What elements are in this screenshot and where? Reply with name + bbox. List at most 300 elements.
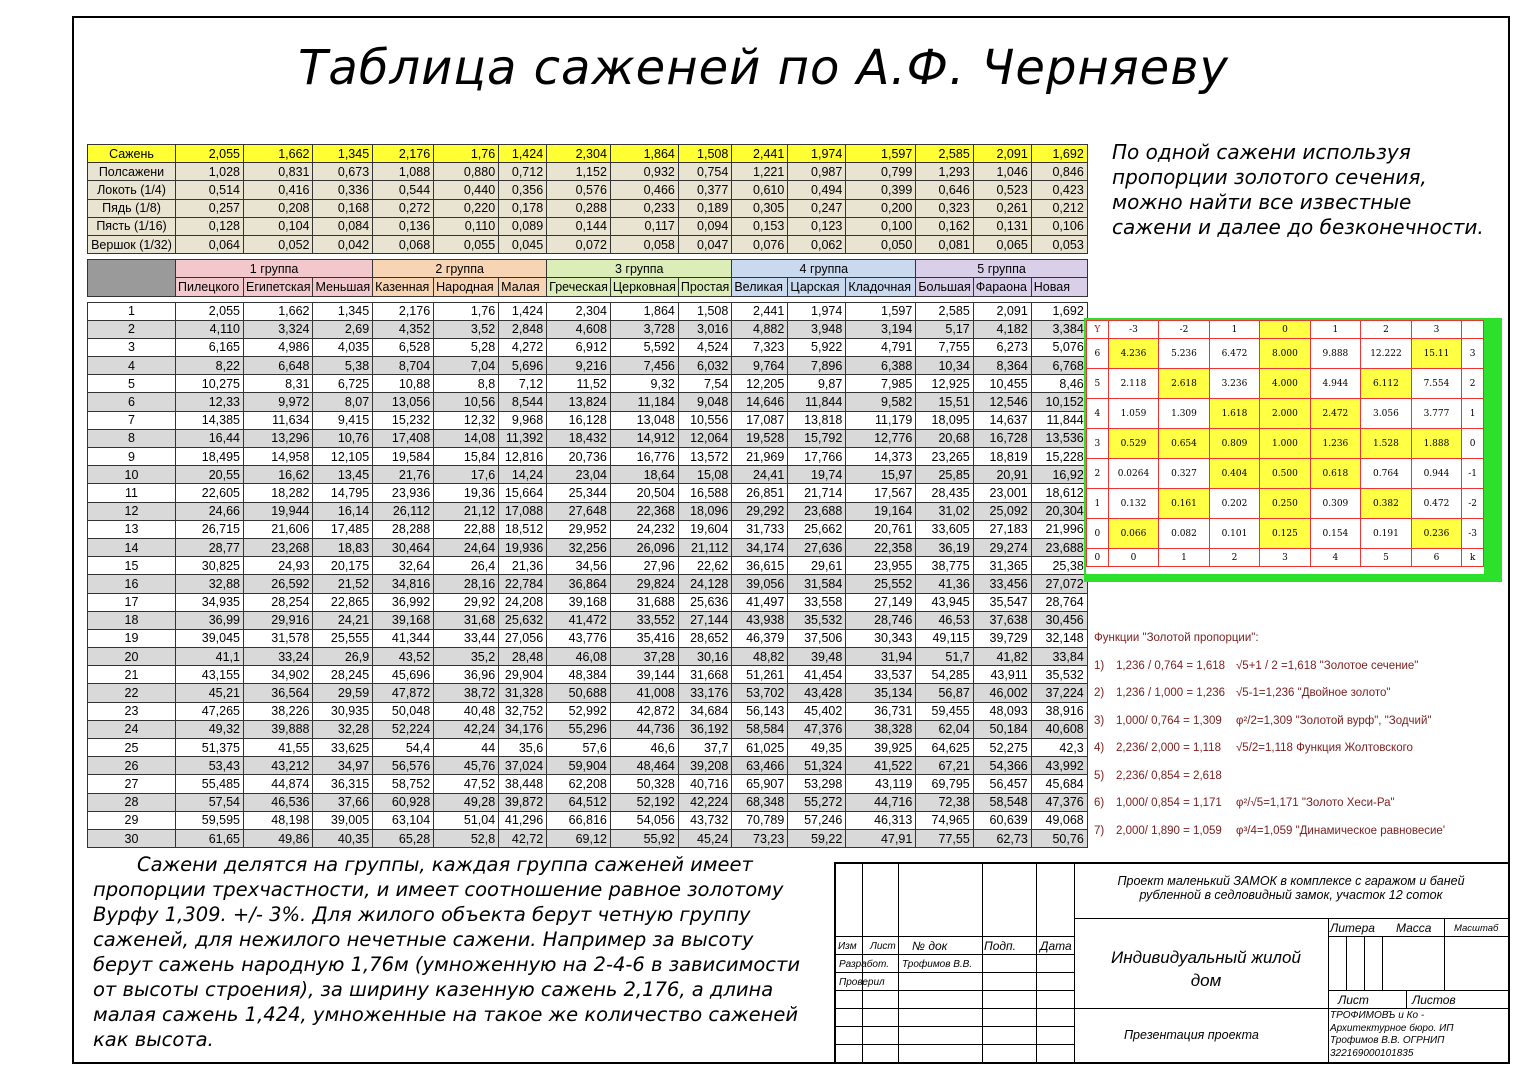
function-row — [1094, 817, 1514, 845]
table-cell: 1,088 — [373, 163, 434, 181]
table-cell: 41,497 — [732, 593, 788, 611]
grid-cell: 0.236 — [1411, 519, 1461, 549]
table-row — [88, 702, 1088, 720]
function-note: φ³/4=1,059 "Динамическое равновесие' — [1236, 824, 1446, 837]
table-cell: 47,376 — [788, 720, 846, 738]
table-cell: 35,547 — [973, 593, 1031, 611]
table-cell: 27,648 — [547, 502, 611, 520]
table-cell: 43,155 — [176, 666, 244, 684]
table-cell: 20,304 — [1031, 502, 1087, 520]
table-cell: 68,348 — [732, 793, 788, 811]
table-cell: 13,824 — [547, 393, 611, 411]
table-row — [88, 557, 1088, 575]
table-cell: 27,149 — [846, 593, 916, 611]
table-cell: 16,728 — [973, 429, 1031, 447]
top-row — [88, 145, 1088, 163]
table-cell: 10,88 — [373, 375, 434, 393]
table-cell: 59,595 — [176, 811, 244, 829]
table-cell: 32,148 — [1031, 629, 1087, 647]
table-cell: 26,096 — [610, 538, 678, 556]
function-number: 2) — [1094, 687, 1105, 700]
table-cell: 17,087 — [732, 411, 788, 429]
table-cell: 25,632 — [499, 611, 547, 629]
table-cell: 0,053 — [1031, 235, 1087, 253]
grid-cell: 0.404 — [1209, 459, 1259, 489]
table-cell: 34,684 — [678, 702, 731, 720]
table-cell: 13,45 — [313, 466, 373, 484]
list-label: Лист — [870, 941, 896, 952]
grid-cell: 0.764 — [1361, 459, 1412, 489]
table-cell: 3,194 — [846, 320, 916, 338]
grid-row-left: 6 — [1087, 339, 1109, 369]
table-cell: 33,44 — [434, 629, 499, 647]
table-cell: 0,799 — [846, 163, 916, 181]
function-row — [1094, 735, 1514, 763]
table-row — [88, 466, 1088, 484]
table-cell: 48,384 — [547, 666, 611, 684]
table-cell: 0,356 — [499, 181, 547, 199]
table-cell: 37,024 — [499, 757, 547, 775]
table-cell: 64,625 — [916, 739, 973, 757]
object-name: Индивидуальный жилой дом — [1111, 948, 1301, 990]
table-cell: 21,714 — [788, 484, 846, 502]
table-cell: 4,986 — [244, 338, 313, 356]
table-row — [88, 448, 1088, 466]
grid-col-head: 0 — [1260, 321, 1310, 339]
sub-header: Египетская — [244, 278, 313, 296]
group-header-row — [88, 260, 1088, 278]
table-cell: 58,548 — [973, 793, 1031, 811]
table-cell: 28,48 — [499, 648, 547, 666]
table-cell: 15,232 — [373, 411, 434, 429]
table-row — [88, 502, 1088, 520]
table-cell: 17,408 — [373, 429, 434, 447]
grid-cell: 2.118 — [1108, 369, 1159, 399]
table-cell: 41,008 — [610, 684, 678, 702]
table-cell: 50,184 — [973, 720, 1031, 738]
table-cell: 20,504 — [610, 484, 678, 502]
table-cell: 45,696 — [373, 666, 434, 684]
grid-cell: 0.0264 — [1108, 459, 1159, 489]
table-cell: 0,576 — [547, 181, 611, 199]
table-cell: 39,056 — [732, 575, 788, 593]
table-cell: 0,208 — [244, 199, 313, 217]
row-number: 9 — [88, 448, 176, 466]
table-cell: 50,688 — [547, 684, 611, 702]
explanation-paragraph: Сажени делятся на группы, каждая группа саженей имеет пропорции трехчастности, и имеет соотношение равное золотому Вурфу 1,309. +/- 3%. Для жилого объекта берут четную группу саженей, для нежилого нечетные сажени. Например за высоту берут сажень народную 1,76м (умноженную на 2-4-6 в зависимости от высоты строения), за ширину казенную сажень 2,176, а длина малая сажень 1,424, умноженные на такое же количество саженей как высота. — [93, 853, 800, 1051]
table-cell: 40,716 — [678, 775, 731, 793]
sub-header: Кладочная — [846, 278, 916, 296]
table-cell: 22,88 — [434, 520, 499, 538]
table-cell: 12,546 — [973, 393, 1031, 411]
table-cell: 65,28 — [373, 829, 434, 847]
table-cell: 10,455 — [973, 375, 1031, 393]
grid-bottom-label: 2 — [1209, 549, 1259, 567]
table-cell: 9,32 — [610, 375, 678, 393]
table-cell: 21,52 — [313, 575, 373, 593]
table-cell: 39,872 — [499, 793, 547, 811]
table-cell: 7,04 — [434, 357, 499, 375]
row-number: 13 — [88, 520, 176, 538]
table-cell: 36,192 — [678, 720, 731, 738]
grid-cell: 0.191 — [1361, 519, 1412, 549]
table-cell: 24,128 — [678, 575, 731, 593]
grid-cell: 9.888 — [1310, 339, 1360, 369]
function-number: 3) — [1094, 714, 1105, 727]
table-cell: 38,916 — [1031, 702, 1087, 720]
grid-cell: 7.554 — [1411, 369, 1461, 399]
table-cell: 58,584 — [732, 720, 788, 738]
table-cell: 48,198 — [244, 811, 313, 829]
table-cell: 8,07 — [313, 393, 373, 411]
grid-col-head: 3 — [1411, 321, 1461, 339]
masshtab-label: Масштаб — [1454, 923, 1499, 934]
grid-bottom-row — [1087, 549, 1484, 567]
table-cell: 32,88 — [176, 575, 244, 593]
table-cell: 37,66 — [313, 793, 373, 811]
table-cell: 72,38 — [916, 793, 973, 811]
table-cell: 5,076 — [1031, 338, 1087, 356]
table-cell: 0,987 — [788, 163, 846, 181]
table-cell: 31,328 — [499, 684, 547, 702]
table-cell: 21,606 — [244, 520, 313, 538]
table-cell: 25,092 — [973, 502, 1031, 520]
table-row — [88, 684, 1088, 702]
table-cell: 74,965 — [916, 811, 973, 829]
table-cell: 44,874 — [244, 775, 313, 793]
grid-row — [1087, 399, 1484, 429]
table-cell: 0,261 — [973, 199, 1031, 217]
table-cell: 5,28 — [434, 338, 499, 356]
grid-cell: 1.618 — [1209, 399, 1259, 429]
grid-cell: 3.056 — [1361, 399, 1412, 429]
table-cell: 7,12 — [499, 375, 547, 393]
golden-grid-panel — [1086, 320, 1484, 574]
table-cell: 0,200 — [846, 199, 916, 217]
table-cell: 18,282 — [244, 484, 313, 502]
table-cell: 23,001 — [973, 484, 1031, 502]
grid-row — [1087, 369, 1484, 399]
table-cell: 9,582 — [846, 393, 916, 411]
table-cell: 49,28 — [434, 793, 499, 811]
table-cell: 4,182 — [973, 320, 1031, 338]
table-cell: 21,996 — [1031, 520, 1087, 538]
table-cell: 39,045 — [176, 629, 244, 647]
table-cell: 10,275 — [176, 375, 244, 393]
table-cell: 2,585 — [916, 145, 973, 163]
table-cell: 31,733 — [732, 520, 788, 538]
table-cell: 22,358 — [846, 538, 916, 556]
table-cell: 38,448 — [499, 775, 547, 793]
table-cell: 28,245 — [313, 666, 373, 684]
function-expr: 2,236/ 2,000 = 1,118 — [1116, 742, 1221, 755]
table-cell: 43,938 — [732, 611, 788, 629]
table-cell: 34,56 — [547, 557, 611, 575]
table-cell: 18,612 — [1031, 484, 1087, 502]
table-cell: 16,776 — [610, 448, 678, 466]
table-cell: 46,002 — [973, 684, 1031, 702]
functions-title: Функции "Золотой пропорции": — [1094, 632, 1259, 644]
table-cell: 16,62 — [244, 466, 313, 484]
table-row — [88, 338, 1088, 356]
table-cell: 0,047 — [678, 235, 731, 253]
table-cell: 26,715 — [176, 520, 244, 538]
table-cell: 13,296 — [244, 429, 313, 447]
grid-row — [1087, 429, 1484, 459]
table-cell: 17,567 — [846, 484, 916, 502]
row-number: 23 — [88, 702, 176, 720]
row-number: 16 — [88, 575, 176, 593]
table-cell: 37,7 — [678, 739, 731, 757]
table-cell: 28,746 — [846, 611, 916, 629]
table-cell: 51,04 — [434, 811, 499, 829]
table-cell: 63,466 — [732, 757, 788, 775]
table-row — [88, 411, 1088, 429]
table-cell: 50,76 — [1031, 829, 1087, 847]
table-cell: 0,377 — [678, 181, 731, 199]
table-row — [88, 829, 1088, 847]
grid-cell: 6.112 — [1361, 369, 1412, 399]
table-cell: 23,936 — [373, 484, 434, 502]
row-number: 19 — [88, 629, 176, 647]
function-number: 6) — [1094, 797, 1105, 810]
table-cell: 1,692 — [1031, 302, 1087, 320]
table-cell: 52,275 — [973, 739, 1031, 757]
table-cell: 6,165 — [176, 338, 244, 356]
table-cell: 61,65 — [176, 829, 244, 847]
table-cell: 20,175 — [313, 557, 373, 575]
row-number: 28 — [88, 793, 176, 811]
table-cell: 28,77 — [176, 538, 244, 556]
table-cell: 13,572 — [678, 448, 731, 466]
table-cell: 12,105 — [313, 448, 373, 466]
table-cell: 1,508 — [678, 302, 731, 320]
table-cell: 28,764 — [1031, 593, 1087, 611]
table-cell: 41,344 — [373, 629, 434, 647]
table-cell: 0,123 — [788, 217, 846, 235]
table-row — [88, 793, 1088, 811]
grid-cell: 0.202 — [1209, 489, 1259, 519]
table-cell: 41,1 — [176, 648, 244, 666]
function-row — [1094, 680, 1514, 708]
table-cell: 34,935 — [176, 593, 244, 611]
table-cell: 0,068 — [373, 235, 434, 253]
table-cell: 6,725 — [313, 375, 373, 393]
grid-row-left: 2 — [1087, 459, 1109, 489]
table-cell: 15,792 — [788, 429, 846, 447]
table-cell: 0,220 — [434, 199, 499, 217]
table-cell: 33,625 — [313, 739, 373, 757]
table-cell: 54,4 — [373, 739, 434, 757]
table-cell: 44 — [434, 739, 499, 757]
grid-cell: 4.944 — [1310, 369, 1360, 399]
table-cell: 9,764 — [732, 357, 788, 375]
top-row — [88, 235, 1088, 253]
table-cell: 33,552 — [610, 611, 678, 629]
table-cell: 49,35 — [788, 739, 846, 757]
table-cell: 23,955 — [846, 557, 916, 575]
table-cell: 22,605 — [176, 484, 244, 502]
table-cell: 18,512 — [499, 520, 547, 538]
grid-cell: 0.309 — [1310, 489, 1360, 519]
table-cell: 36,564 — [244, 684, 313, 702]
table-cell: 25,552 — [846, 575, 916, 593]
table-cell: 0,323 — [916, 199, 973, 217]
row-number: 8 — [88, 429, 176, 447]
table-cell: 55,92 — [610, 829, 678, 847]
table-cell: 11,844 — [1031, 411, 1087, 429]
table-cell: 25,636 — [678, 593, 731, 611]
table-cell: 54,056 — [610, 811, 678, 829]
table-cell: 22,865 — [313, 593, 373, 611]
table-cell: 18,096 — [678, 502, 731, 520]
grid-row-left: 5 — [1087, 369, 1109, 399]
table-row — [88, 484, 1088, 502]
table-cell: 19,36 — [434, 484, 499, 502]
grid-bottom-label: 1 — [1159, 549, 1209, 567]
table-cell: 45,76 — [434, 757, 499, 775]
table-cell: 1,692 — [1031, 145, 1087, 163]
list2-label: Лист — [1338, 993, 1369, 1007]
table-cell: 49,86 — [244, 829, 313, 847]
table-row — [88, 811, 1088, 829]
table-cell: 29,274 — [973, 538, 1031, 556]
y-axis-label: Y — [1087, 321, 1109, 339]
table-cell: 2,585 — [916, 302, 973, 320]
table-cell: 47,91 — [846, 829, 916, 847]
golden-functions — [1094, 632, 1514, 845]
table-cell: 41,522 — [846, 757, 916, 775]
table-cell: 9,048 — [678, 393, 731, 411]
table-cell: 59,455 — [916, 702, 973, 720]
table-cell: 27,183 — [973, 520, 1031, 538]
table-cell: 15,664 — [499, 484, 547, 502]
table-cell: 3,016 — [678, 320, 731, 338]
table-cell: 1,662 — [244, 302, 313, 320]
table-cell: 7,54 — [678, 375, 731, 393]
table-cell: 15,08 — [678, 466, 731, 484]
table-cell: 0,233 — [610, 199, 678, 217]
title-block — [834, 862, 1510, 1064]
table-cell: 25,662 — [788, 520, 846, 538]
table-cell: 46,379 — [732, 629, 788, 647]
function-expr: 1,236 / 0,764 = 1,618 — [1116, 659, 1226, 672]
grid-cell: 5.236 — [1159, 339, 1209, 369]
table-cell: 4,352 — [373, 320, 434, 338]
grid-cell: 2.472 — [1310, 399, 1360, 429]
table-cell: 52,192 — [610, 793, 678, 811]
table-cell: 0,673 — [313, 163, 373, 181]
table-cell: 32,752 — [499, 702, 547, 720]
table-cell: 62,04 — [916, 720, 973, 738]
table-cell: 22,784 — [499, 575, 547, 593]
row-number: 22 — [88, 684, 176, 702]
ndok-label: № док — [912, 939, 948, 953]
table-cell: 35,532 — [1031, 666, 1087, 684]
table-cell: 13,818 — [788, 411, 846, 429]
function-expr: 2,000/ 1,890 = 1,059 — [1116, 824, 1222, 837]
table-cell: 41,454 — [788, 666, 846, 684]
table-cell: 0,153 — [732, 217, 788, 235]
table-cell: 51,7 — [916, 648, 973, 666]
table-cell: 10,56 — [434, 393, 499, 411]
table-cell: 0,076 — [732, 235, 788, 253]
table-cell: 2,055 — [176, 145, 244, 163]
grid-row-right: 3 — [1462, 339, 1484, 369]
table-cell: 32,256 — [547, 538, 611, 556]
table-row — [88, 593, 1088, 611]
function-note: √5/2=1,118 Функция Жолтовского — [1236, 742, 1413, 755]
row-label: Сажень — [88, 145, 176, 163]
table-cell: 34,176 — [499, 720, 547, 738]
function-number: 4) — [1094, 742, 1105, 755]
table-cell: 6,273 — [973, 338, 1031, 356]
table-cell: 0,880 — [434, 163, 499, 181]
table-cell: 4,882 — [732, 320, 788, 338]
grid-head-row — [1087, 321, 1484, 339]
table-cell: 0,754 — [678, 163, 731, 181]
table-cell: 34,97 — [313, 757, 373, 775]
table-cell: 0,646 — [916, 181, 973, 199]
table-cell: 32,64 — [373, 557, 434, 575]
table-cell: 31,68 — [434, 611, 499, 629]
table-cell: 1,662 — [244, 145, 313, 163]
golden-grid — [1084, 318, 1502, 582]
row-label: Локоть (1/4) — [88, 181, 176, 199]
table-cell: 41,55 — [244, 739, 313, 757]
grid-bottom-corner: 0 — [1087, 549, 1109, 567]
table-cell: 14,08 — [434, 429, 499, 447]
table-cell: 42,72 — [499, 829, 547, 847]
table-cell: 13,536 — [1031, 429, 1087, 447]
grid-cell: 0.472 — [1411, 489, 1461, 519]
table-cell: 42,224 — [678, 793, 731, 811]
table-cell: 36,96 — [434, 666, 499, 684]
table-row — [88, 648, 1088, 666]
table-cell: 45,684 — [1031, 775, 1087, 793]
grid-row-left: 1 — [1087, 489, 1109, 519]
table-cell: 0,168 — [313, 199, 373, 217]
sub-header: Большая — [916, 278, 973, 296]
table-cell: 36,864 — [547, 575, 611, 593]
table-cell: 0,045 — [499, 235, 547, 253]
table-cell: 36,731 — [846, 702, 916, 720]
table-cell: 45,402 — [788, 702, 846, 720]
grid-row — [1087, 459, 1484, 489]
table-cell: 0,288 — [547, 199, 611, 217]
table-cell: 22,62 — [678, 557, 731, 575]
table-cell: 7,755 — [916, 338, 973, 356]
table-cell: 49,068 — [1031, 811, 1087, 829]
table-cell: 4,035 — [313, 338, 373, 356]
table-cell: 14,637 — [973, 411, 1031, 429]
row-number: 15 — [88, 557, 176, 575]
table-cell: 0,440 — [434, 181, 499, 199]
grid-cell: 0.250 — [1260, 489, 1310, 519]
grid-cell: 0.125 — [1260, 519, 1310, 549]
table-cell: 12,205 — [732, 375, 788, 393]
table-cell: 56,143 — [732, 702, 788, 720]
grid-col-head: 1 — [1310, 321, 1360, 339]
table-cell: 39,729 — [973, 629, 1031, 647]
table-cell: 52,8 — [434, 829, 499, 847]
table-cell: 20,91 — [973, 466, 1031, 484]
table-cell: 28,16 — [434, 575, 499, 593]
table-cell: 21,76 — [373, 466, 434, 484]
grid-cell: 1.888 — [1411, 429, 1461, 459]
grid-cell: 6.472 — [1209, 339, 1259, 369]
table-cell: 8,46 — [1031, 375, 1087, 393]
